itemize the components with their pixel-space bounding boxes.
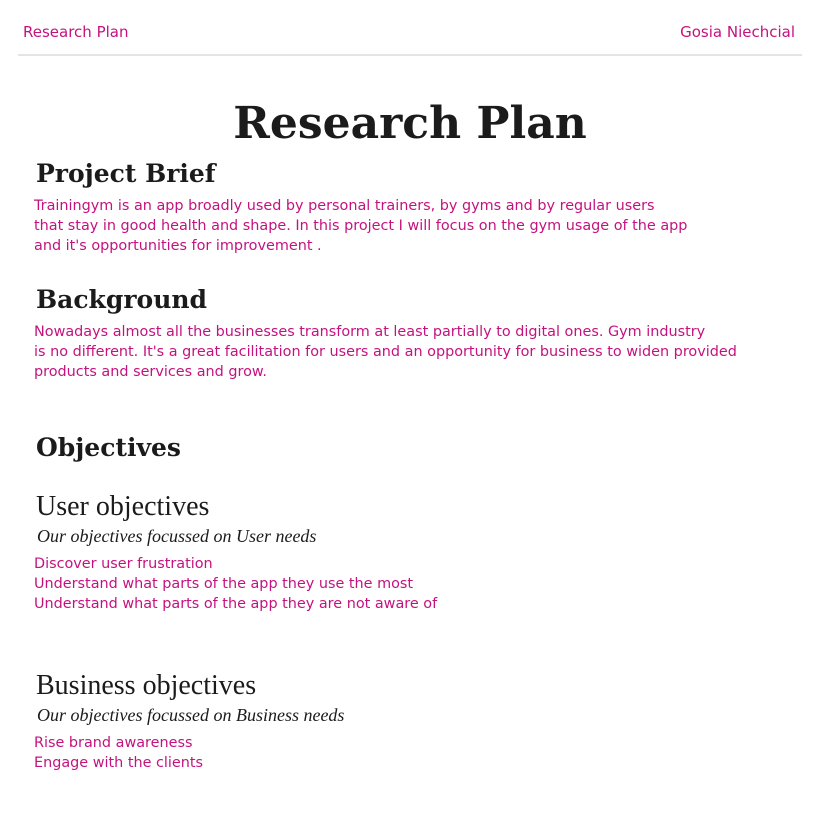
header-document-title: Research Plan [23, 23, 129, 41]
project-brief-text [34, 196, 687, 256]
background-line-1: Nowadays almost all the businesses transform at least partially to digital ones. Gym industry [34, 324, 706, 340]
page-header [18, 0, 802, 56]
background-line-2: is no different. It's a great facilitation for users and an opportunity for business to widen provided [34, 344, 737, 360]
objectives-heading: Objectives [36, 433, 181, 462]
project-brief-heading: Project Brief [36, 159, 216, 188]
user-objectives-heading: User objectives [36, 491, 210, 522]
list-item: Engage with the clients [34, 755, 204, 771]
project-brief-line-1: Trainingym is an app broadly used by personal trainers, by gyms and by regular users [34, 198, 655, 214]
header-author-name: Gosia Niechcial [680, 23, 795, 41]
project-brief-line-2: that stay in good health and shape. In this project I will focus on the gym usage of the app [34, 218, 688, 234]
business-objectives-subtitle: Our objectives focussed on Business needs [37, 705, 345, 725]
list-item: Discover user frustration [34, 556, 213, 572]
user-objectives-subtitle: Our objectives focussed on User needs [37, 526, 317, 546]
background-line-3: products and services and grow. [34, 364, 267, 380]
list-item: Understand what parts of the app they are not aware of [34, 596, 438, 612]
project-brief-line-3: and it's opportunities for improvement . [34, 238, 322, 254]
background-text [34, 322, 737, 382]
business-objectives-list [34, 733, 203, 773]
list-item: Understand what parts of the app they use the most [34, 576, 414, 592]
user-objectives-list [34, 554, 437, 614]
background-heading: Background [36, 285, 208, 314]
list-item: Rise brand awareness [34, 735, 193, 751]
page-title: Research Plan [233, 98, 587, 149]
business-objectives-heading: Business objectives [36, 670, 257, 701]
